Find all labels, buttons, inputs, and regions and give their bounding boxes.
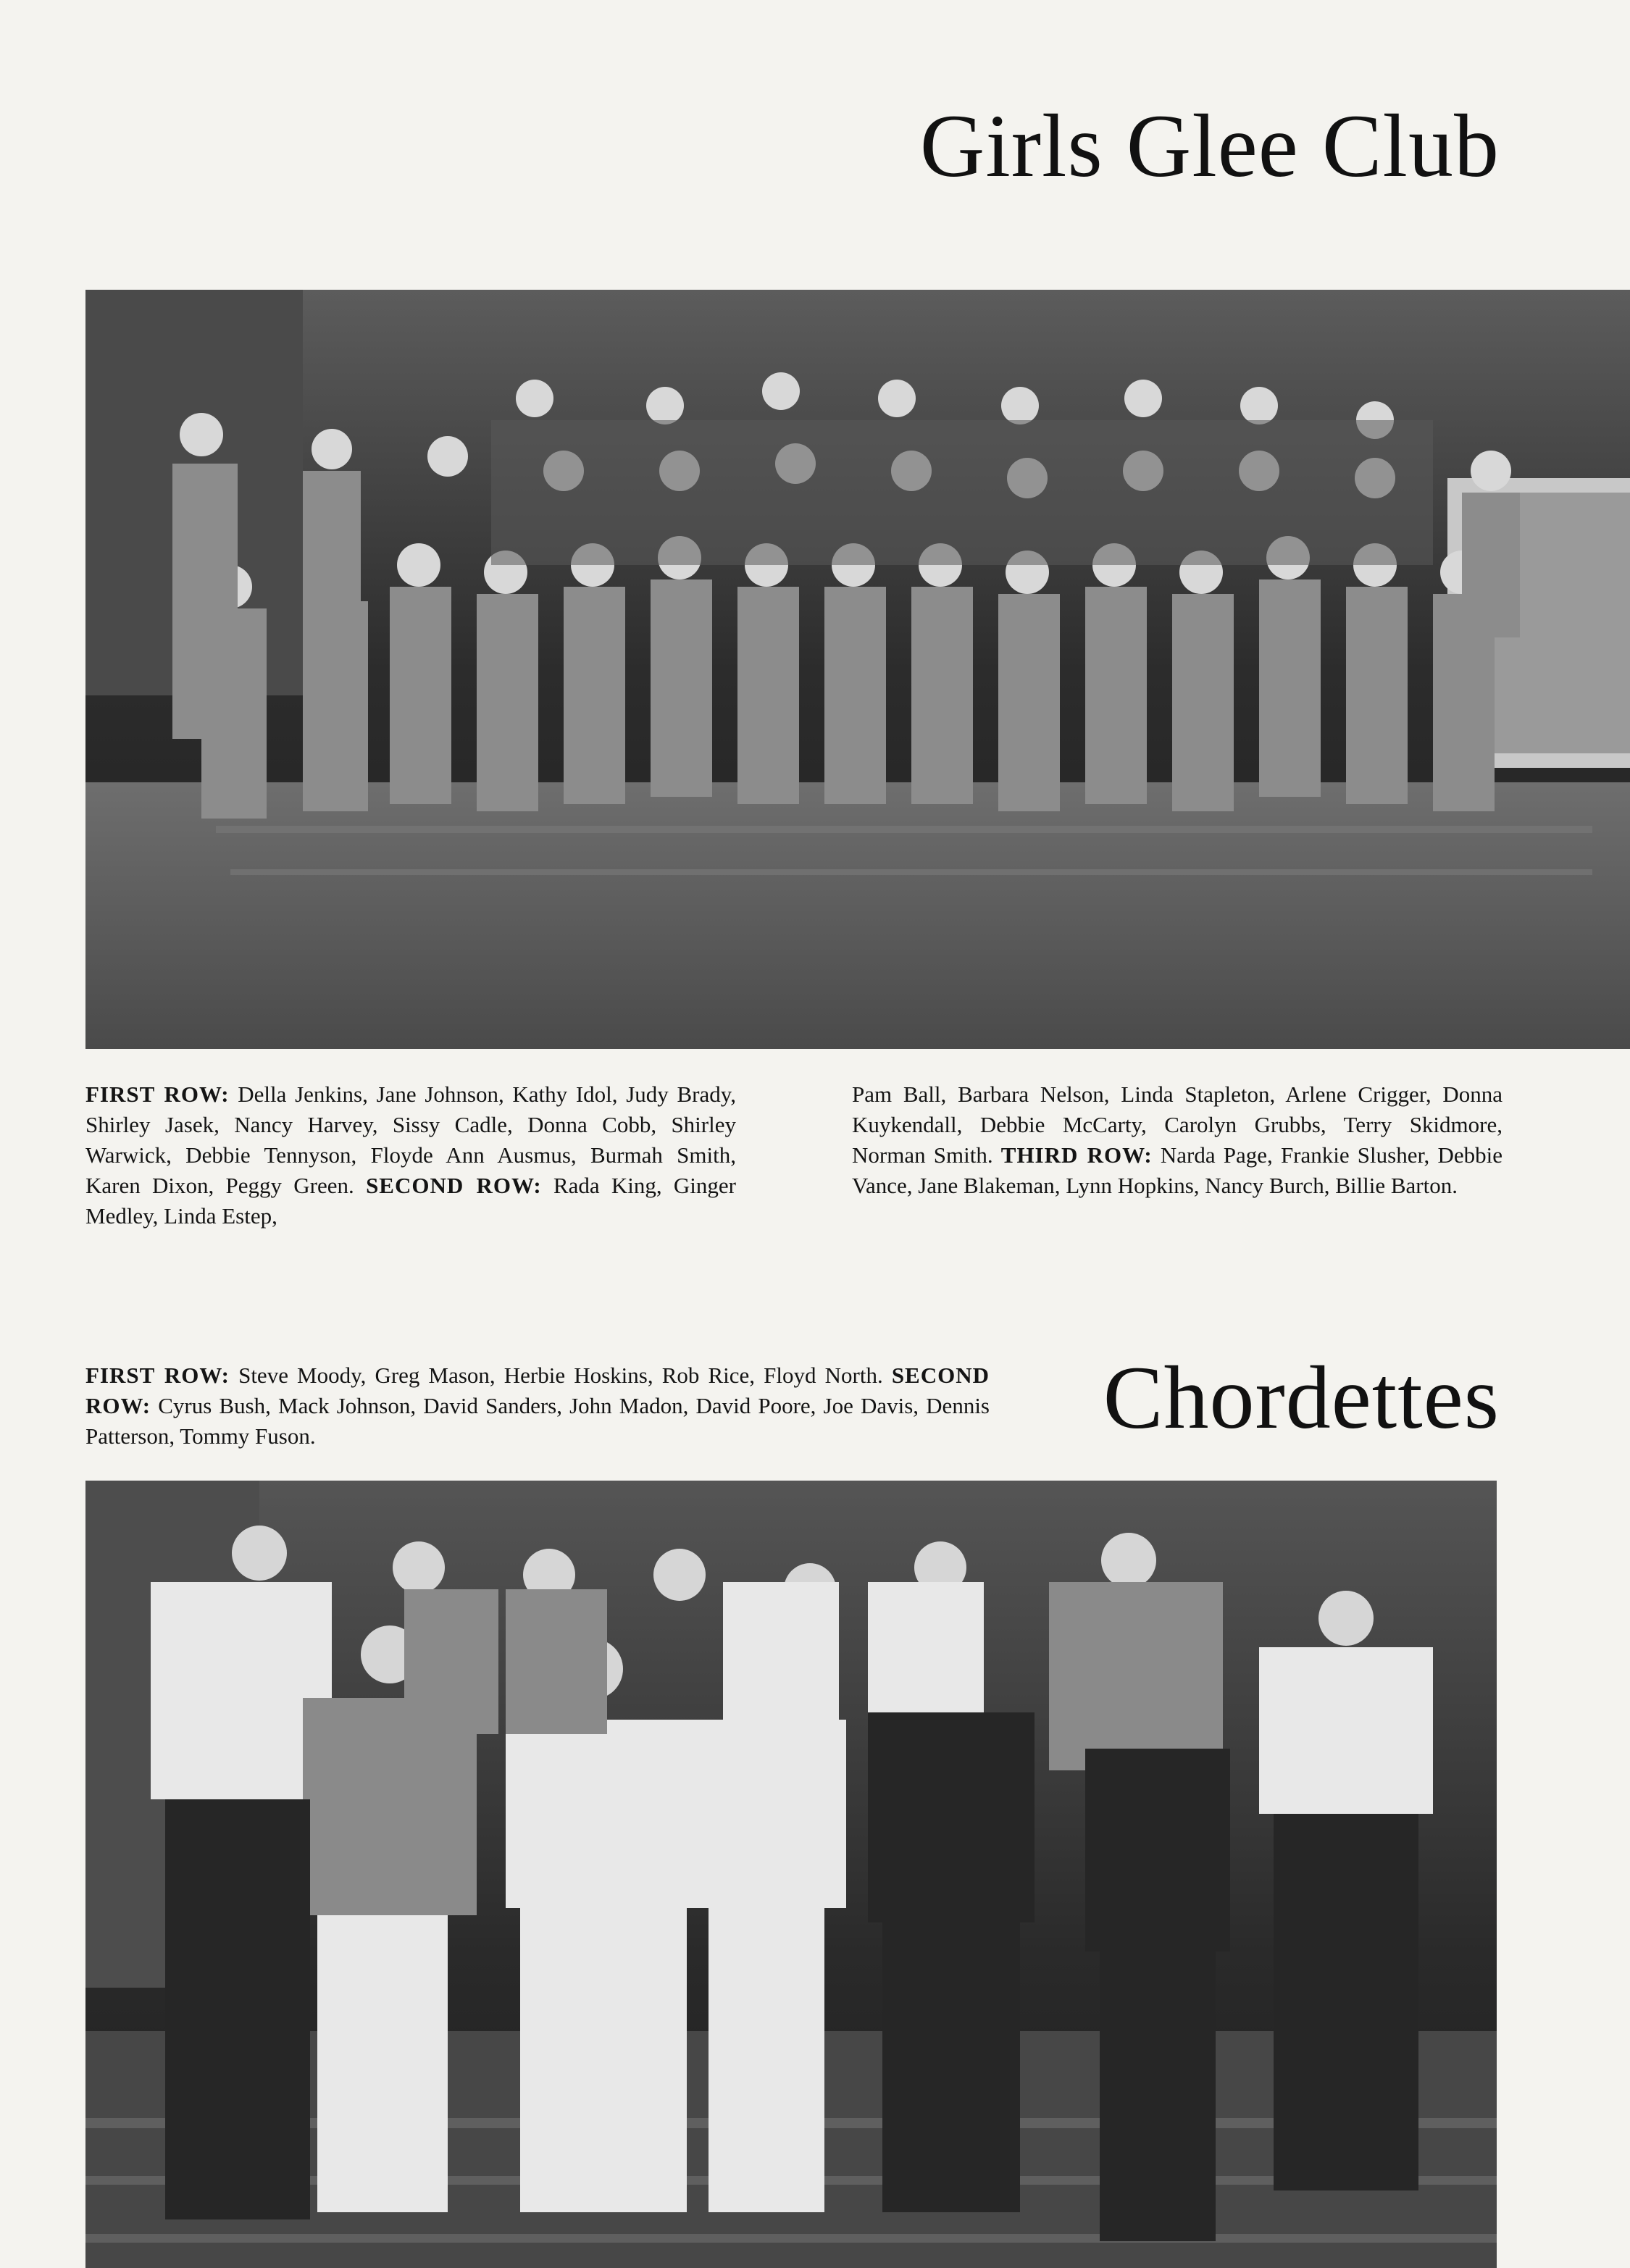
chordettes-group-photo bbox=[85, 1481, 1497, 2268]
chordettes-title: Chordettes bbox=[1103, 1348, 1500, 1447]
second-row-label: SECOND ROW: bbox=[366, 1173, 542, 1198]
glee-club-caption-left bbox=[85, 1079, 736, 1231]
third-row-label: THIRD ROW: bbox=[1000, 1142, 1153, 1168]
first-row-label: FIRST ROW: bbox=[85, 1081, 230, 1107]
first-row-names: Della Jenkins, Jane Johnson, Kathy Idol, Judy Brady, Shirley Jasek, Nancy Harvey, Sissy Cadle, Donna Cobb, Shirley Warwick, Debbie Tennyson, Floyde Ann Ausmus, Burmah Smith, Karen Dixon, Peggy Green. bbox=[85, 1081, 736, 1198]
second-row-names-part1: Rada King, Ginger Medley, Linda Estep, bbox=[85, 1173, 736, 1229]
first-row-label: FIRST ROW: bbox=[85, 1363, 230, 1388]
chordettes-caption bbox=[85, 1360, 990, 1452]
glee-club-caption-right bbox=[852, 1079, 1502, 1201]
second-row-names-part2: Pam Ball, Barbara Nelson, Linda Stapleton, Arlene Crigger, Donna Kuykendall, Debbie McCarty, Carolyn Grubbs, Terry Skidmore, Norman Smith. bbox=[852, 1081, 1502, 1168]
glee-club-group-photo bbox=[85, 290, 1630, 1049]
second-row-names: Cyrus Bush, Mack Johnson, David Sanders, John Madon, David Poore, Joe Davis, Dennis Patterson, Tommy Fuson. bbox=[85, 1393, 990, 1449]
glee-club-title: Girls Glee Club bbox=[919, 96, 1500, 196]
second-row-label: SECOND ROW: bbox=[85, 1363, 990, 1418]
third-row-names: Narda Page, Frankie Slusher, Debbie Vance, Jane Blakeman, Lynn Hopkins, Nancy Burch, Billie Barton. bbox=[852, 1142, 1502, 1198]
first-row-names: Steve Moody, Greg Mason, Herbie Hoskins, Rob Rice, Floyd North. bbox=[238, 1363, 883, 1388]
